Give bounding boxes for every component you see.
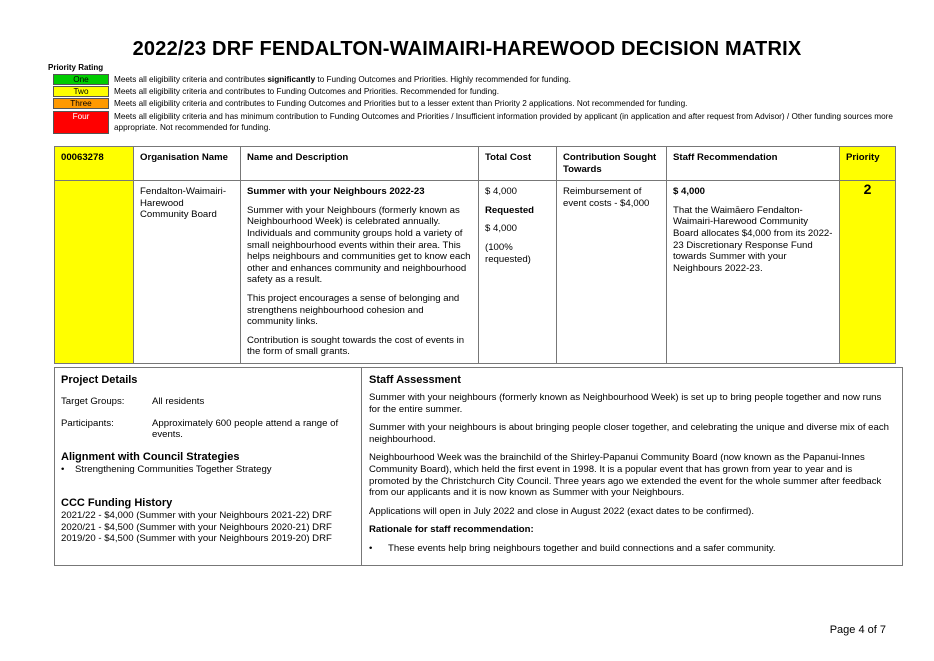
bullet-icon: • — [61, 463, 65, 475]
total-cost-value: $ 4,000 — [485, 186, 518, 198]
rationale-item: • These events help bring neighbours together and build connections and a safer community. — [369, 542, 776, 554]
project-details-heading: Project Details — [61, 374, 138, 386]
description-paragraph-2: This project encourages a sense of belonging and strengthens neighbourhood cohesion and community links. — [247, 292, 460, 328]
header-priority: Priority — [840, 147, 896, 181]
alignment-heading: Alignment with Council Strategies — [61, 450, 240, 463]
description-paragraph-3: Contribution is sought towards the cost of events in the form of small grants. — [247, 334, 465, 358]
priority-desc-one: Meets all eligibility criteria and contributes significantly to Funding Outcomes and Priorities. Highly recommended for funding. — [114, 75, 571, 84]
participants-label: Participants: — [61, 417, 114, 429]
contribution-cell: Reimbursement of event costs - $4,000 — [557, 181, 667, 364]
matrix-data-row — [55, 181, 896, 364]
priority-swatch-three: Three — [53, 98, 109, 109]
application-id: 00063278 — [55, 147, 134, 181]
participants-row — [61, 418, 355, 441]
assessment-paragraph-3: Neighbourhood Week was the brainchild of the Shirley-Papanui Community Board (now known as the Papanui-Innes Community Board), which held the first event in 1998. It is a popular event that has grown from year to year and is promoted by the Christchurch City Council. Three years ago we extended the event for the whole summer after feedback from our applicants and it is now known as Summer with your Neighbours. — [369, 452, 882, 499]
recommendation-text: That the Waimāero Fendalton-Waimairi-Harewood Community Board allocates $4,000 from its 2022-23 Discretionary Response Fund towards Summer with your Neighbours 2022-23. — [673, 204, 833, 274]
project-details-section — [55, 368, 362, 565]
priority-swatch-one: One — [53, 74, 109, 85]
alignment-item: • Strengthening Communities Together Strategy — [61, 463, 272, 475]
staff-recommendation-cell — [667, 181, 840, 364]
funding-history-list — [61, 510, 355, 545]
total-cost-cell — [479, 181, 557, 364]
priority-swatch-two: Two — [53, 86, 109, 97]
recommended-amount: $ 4,000 — [673, 186, 706, 198]
requested-amount: $ 4,000 — [485, 223, 518, 235]
priority-value: 2 — [863, 181, 872, 198]
rationale-heading: Rationale for staff recommendation: — [369, 524, 534, 536]
requested-label: Requested — [485, 204, 535, 216]
funding-history-item: 2020/21 - $4,500 (Summer with your Neighbours 2020-21) DRF — [61, 521, 332, 533]
target-groups-row — [61, 396, 355, 408]
matrix-header-row — [55, 147, 896, 181]
priority-desc-four: Meets all eligibility criteria and has minimum contribution to Funding Outcomes and Priorities / Insufficient information provided by applicant (in application and after request from Advisor) / Other funding sources more appropriate. Not recommended for funding. — [114, 112, 893, 132]
requested-percent: (100% requested) — [485, 241, 531, 265]
assessment-paragraph-4: Applications will open in July 2022 and close in August 2022 (exact dates to be confirmed). — [369, 505, 755, 517]
bullet-icon: • — [369, 542, 373, 554]
assessment-paragraph-2: Summer with your neighbours is about bringing people closer together, and celebrating the unique and diverse mix of each neighbourhood. — [369, 422, 889, 445]
decision-matrix-table — [54, 146, 896, 364]
priority-desc-two: Meets all eligibility criteria and contributes to Funding Outcomes and Priorities. Recommended for funding. — [114, 87, 500, 96]
description-paragraph-1: Summer with your Neighbours (formerly known as Neighbourhood Week) is celebrated annually. Individuals and community groups hold a variety of small neighbourhood events within their area. This helps neighbours and communities get to know each other and enhances community and neighbourhood safety as a result. — [247, 204, 471, 286]
priority-rating-label: Priority Rating — [48, 63, 104, 72]
header-contribution: Contribution Sought Towards — [557, 147, 667, 181]
funding-history-heading: CCC Funding History — [61, 497, 173, 509]
priority-swatch-four: Four — [53, 111, 109, 134]
header-staff-recommendation: Staff Recommendation — [667, 147, 840, 181]
organisation-name: Fendalton-Waimairi-Harewood Community Board — [134, 181, 241, 364]
header-organisation: Organisation Name — [134, 147, 241, 181]
header-total-cost: Total Cost — [479, 147, 557, 181]
assessment-paragraph-1: Summer with your neighbours (formerly known as Neighbourhood Week) is set up to bring people together and now runs for the entire summer. — [369, 392, 882, 415]
page-title: 2022/23 DRF FENDALTON-WAIMAIRI-HAREWOOD DECISION MATRIX — [132, 38, 802, 60]
details-panel — [54, 367, 903, 566]
header-name-description: Name and Description — [241, 147, 479, 181]
priority-cell — [840, 181, 896, 364]
target-groups-value: All residents — [152, 396, 205, 407]
project-title: Summer with your Neighbours 2022-23 — [247, 186, 425, 198]
staff-assessment-heading: Staff Assessment — [369, 374, 461, 386]
staff-assessment-section — [362, 368, 902, 565]
page-number: Page 4 of 7 — [829, 624, 886, 636]
participants-value: Approximately 600 people attend a range of events. — [152, 417, 339, 440]
target-groups-label: Target Groups: — [61, 396, 125, 407]
id-cell — [55, 181, 134, 364]
funding-history-item: 2019/20 - $4,500 (Summer with your Neighbours 2019-20) DRF — [61, 533, 332, 545]
funding-history-item: 2021/22 - $4,000 (Summer with your Neighbours 2021-22) DRF — [61, 510, 332, 521]
name-description-cell — [241, 181, 479, 364]
priority-desc-three: Meets all eligibility criteria and contributes to Funding Outcomes and Priorities but to a lesser extent than Priority 2 applications. Not recommended for funding. — [114, 99, 688, 108]
